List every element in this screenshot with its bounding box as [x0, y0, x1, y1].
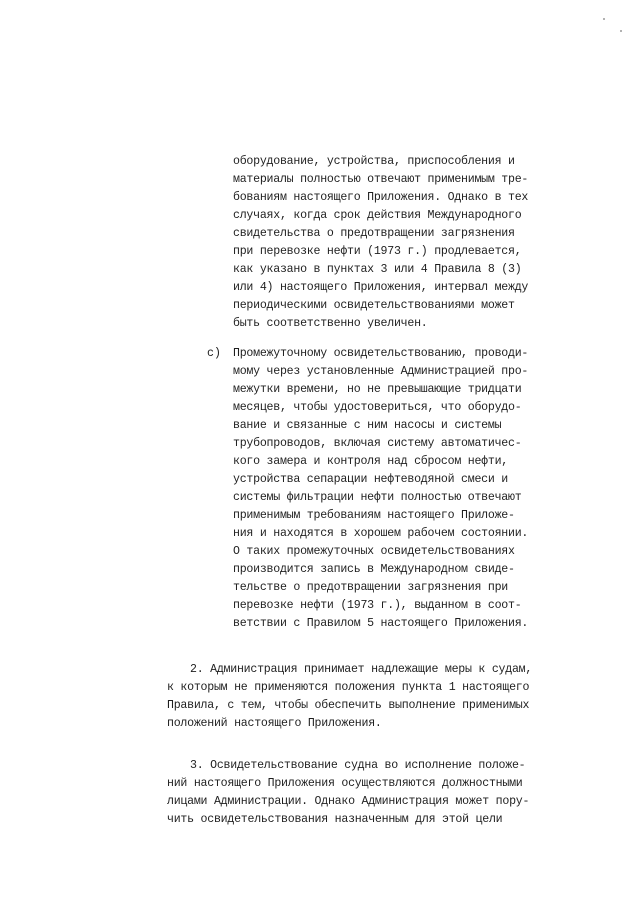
- text-line: как указано в пунктах 3 или 4 Правила 8 (3): [233, 263, 522, 276]
- text-line: мому через установленные Администрацией про-: [233, 365, 529, 378]
- text-line: случаях, когда срок действия Международного: [233, 209, 522, 222]
- text-line: ния и находятся в хорошем рабочем состоянии.: [233, 527, 529, 540]
- text-line: свидетельства о предотвращении загрязнения: [233, 227, 515, 240]
- text-line: к которым не применяются положения пункта 1 настоящего: [167, 681, 530, 694]
- text-line: оборудование, устройства, приспособления и: [233, 155, 515, 168]
- text-line: О таких промежуточных освидетельствованиях: [233, 545, 515, 558]
- text-line: перевозке нефти (1973 г.), выданном в соот-: [233, 599, 522, 612]
- scan-speck: [620, 30, 622, 32]
- text-line: периодическими освидетельствованиями может: [233, 299, 515, 312]
- text-line: Промежуточному освидетельствованию, проводи-: [233, 347, 529, 360]
- text-line: Правила, с тем, чтобы обеспечить выполнение применимых: [167, 699, 530, 712]
- text-line: лицами Администрации. Однако Администрация может пору-: [167, 795, 530, 808]
- text-line: 2. Администрация принимает надлежащие меры к судам,: [190, 663, 533, 676]
- text-line: тельстве о предотвращении загрязнения при: [233, 581, 509, 594]
- text-line: чить освидетельствования назначенным для этой цели: [167, 813, 503, 826]
- text-line: ветствии с Правилом 5 настоящего Приложения.: [233, 617, 529, 630]
- text-line: кого замера и контроля над сбросом нефти,: [233, 455, 509, 468]
- text-line: ний настоящего Приложения осуществляются должностными: [167, 777, 523, 790]
- text-line: или 4) настоящего Приложения, интервал между: [233, 281, 529, 294]
- text-line: устройства сепарации нефтеводяной смеси и: [233, 473, 509, 486]
- text-line: быть соответственно увеличен.: [233, 317, 428, 330]
- text-line: при перевозке нефти (1973 г.) продлевается,: [233, 245, 522, 258]
- text-line: положений настоящего Приложения.: [167, 717, 382, 730]
- text-line: месяцев, чтобы удостовериться, что оборудо-: [233, 401, 522, 414]
- scan-speck: [603, 18, 605, 20]
- text-line: 3. Освидетельствование судна во исполнение положе-: [190, 759, 526, 772]
- text-line: трубопроводов, включая систему автоматичес-: [233, 437, 522, 450]
- text-line: межутки времени, но не превышающие тридцати: [233, 383, 522, 396]
- text-line: применимым требованиям настоящего Приложе-: [233, 509, 515, 522]
- text-line: производится запись в Международном свиде-: [233, 563, 515, 576]
- text-line: материалы полностью отвечают применимым тре-: [233, 173, 529, 186]
- text-line: бованиям настоящего Приложения. Однако в тех: [233, 191, 529, 204]
- text-line: вание и связанные с ним насосы и системы: [233, 419, 502, 432]
- text-line: системы фильтрации нефти полностью отвечают: [233, 491, 522, 504]
- list-marker: c): [207, 347, 221, 360]
